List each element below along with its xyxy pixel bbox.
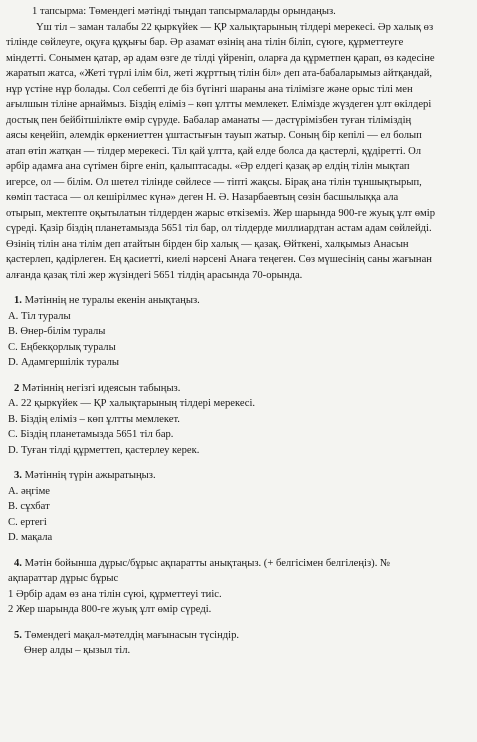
question-title (6, 293, 469, 309)
text-line: әрбір адамға ана сүтімен бірге еніп, қалыптасады. «Әр елдегі қазақ әр елдің тілін мықтап (6, 161, 410, 172)
text-line: игерсе, ол — білім. Ол шетел тілінде сөйлесе — тіпті жақсы. Бірақ ана тілін тұншықтырып, (6, 176, 422, 188)
text-line: сүреді. Қазір біздің планетамызда 5651 тіл бар, ол тілдерде миллиардтан астам адам сөйлейді. (6, 223, 432, 234)
question-text: Мәтіннің негізгі идеясын табыңыз. (21, 382, 181, 394)
answer-option: A. Тіл туралы (8, 310, 71, 322)
proverb-text: Өнер алды – қызыл тіл. (24, 645, 131, 656)
answer-option: C. Біздің планетамызда 5651 тіл бар. (8, 429, 174, 440)
answer-option: A. әңгіме (8, 485, 51, 497)
text-line: отырып, мектепте оқытылатын тілдерден жарыс өткіземіз. Жер шарында 900-ге жуық ұлт өмір (6, 207, 435, 219)
answer-option: D. Адамгершілік туралы (8, 357, 120, 368)
answer-option: C. ертегі (8, 516, 47, 528)
text-line: ағылшын тіліне арнаймыз. Біздің еліміз – көп ұлтты мемлекет. Елімізде жүздеген ұлт өкілдері (6, 99, 432, 110)
text-line: достық пен бейбітшілікте өмір сүруде. Бабалар аманаты — дәстүрімізбен туған тіліміздің (6, 114, 412, 126)
question-number: 1. (14, 295, 22, 306)
question-3 (6, 468, 469, 546)
task-title: 1 тапсырма: Төмендегі мәтінді тыңдап тапсырмаларды орындаңыз. (32, 6, 336, 17)
answer-option: D. мақала (8, 532, 53, 543)
text-line: міндетті. Сонымен қатар, әр адам өзге де тілді үйреніп, оларға да құрметпен қарап, өз кәдесіне (6, 52, 435, 64)
text-line: көмiп тастаса — ол кешірілмес күнә» деген Н. Ә. Назарбаевтың сөзін басшылыққа ала (6, 192, 399, 203)
answer-option: B. Біздің еліміз – көп ұлтты мемлекет. (8, 413, 180, 425)
answer-option: C. Еңбекқорлық туралы (8, 341, 116, 353)
reading-text (6, 20, 469, 284)
question-text: Төмендегі мақал-мәтелдің мағынасын түсіндір. (24, 629, 240, 641)
answer-option: B. сұхбат (8, 501, 50, 512)
question-1 (6, 293, 469, 371)
question-title (6, 468, 469, 484)
statement-item: 2 Жер шарында 800-ге жуық ұлт өмір сүреді. (8, 604, 212, 615)
question-title (6, 556, 469, 572)
question-number: 2 (14, 382, 20, 394)
text-line: Үш тіл – заман талабы 22 қыркүйек — ҚР халықтарының тілдері мерекесі. Әр халық өз (36, 21, 434, 33)
text-line: атап өтіп жатқан — тілдер мерекесі. Тіл қай ұлтта, қай елде болса да қастерлі, құдіретті. Ол (6, 145, 422, 157)
question-text: Мәтіннің түрін ажыратыңыз. (24, 470, 156, 481)
text-line: Өзінің тілін ана тілім деп атайтын бірден бір халық — қазақ. Өйткені, халқымыз Анасын (6, 238, 409, 250)
question-number: 4. (14, 557, 22, 569)
question-4 (6, 556, 469, 618)
question-2 (6, 381, 469, 459)
question-5 (6, 628, 469, 659)
statement-item: 1 Әрбір адам өз ана тілін сүюі, құрметтеуі тиіс. (8, 588, 222, 600)
text-line: қастерлеп, қадірлеген. Ең қасиетті, киелі нәрсені Анаға теңеген. Сөз мүшесінің саны жағынан (6, 254, 432, 265)
question-title (6, 628, 469, 644)
question-number: 5. (14, 629, 22, 641)
text-line: аясы кеңейіп, әлемдік өркениеттен ұштастығын тауып жатыр. Соның бір кепілі — ел болып (6, 130, 422, 141)
answer-option: B. Өнер-білім туралы (8, 326, 106, 337)
answer-option: D. Туған тілді құрметтеп, қастерлеу керек. (8, 444, 200, 456)
question-text: Мәтіннің не туралы екенін анықтаңыз. (24, 295, 200, 306)
question-title (6, 381, 469, 397)
text-line: жаратып жатса, «Жеті түрлі ілім біл, жеті жұрттың тілін біл» деп ата-бабаларымыз айтқандай, (6, 68, 433, 79)
text-line: нұр үстіне нұр болады. Сол себепті де біз бүгінгі шараны ана тілімізге және орыс тілі мен (6, 83, 413, 95)
answer-option: A. 22 қыркүйек — ҚР халықтарының тілдері мерекесі. (8, 398, 256, 409)
table-header: ақпараттар дұрыс бұрыс (8, 573, 119, 584)
question-text: Мәтін бойынша дұрыс/бұрыс ақпаратты анықтаңыз. (+ белгісімен белгілеңіз). № (24, 557, 391, 569)
question-number: 3. (14, 470, 22, 481)
text-line: тілінде сөйлеуге, оқуға құқығы бар. Әр азамат өзінің ана тілін біліп, сүюге, құрметтеуге (6, 37, 404, 48)
text-line: алғанда қазақ тілі жер жүзіндегі 5651 тілдің арасында 70-орында. (6, 269, 303, 281)
